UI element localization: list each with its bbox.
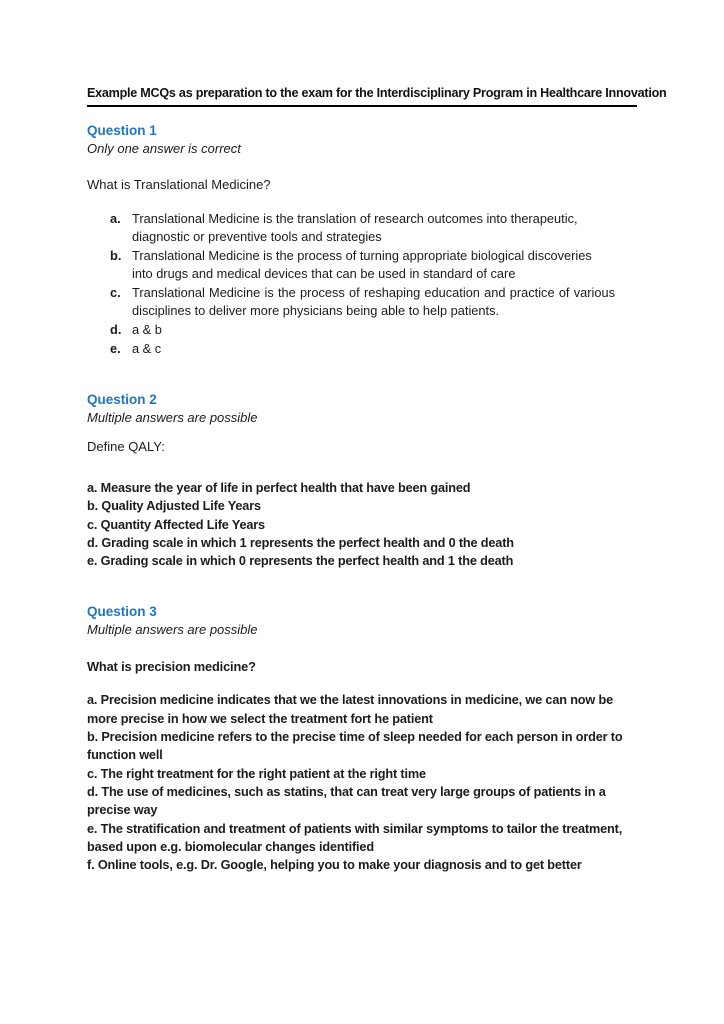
- option-b: [87, 728, 637, 765]
- option-letter: d.: [87, 535, 98, 550]
- option-d: [87, 534, 637, 552]
- option-e: [87, 820, 637, 857]
- question-3-prompt: What is precision medicine?: [87, 659, 256, 675]
- option-text: The right treatment for the right patient at the right time: [100, 766, 426, 781]
- question-2-title: Question 2: [87, 392, 157, 407]
- question-3-instruction: Multiple answers are possible: [87, 622, 258, 638]
- document-title: Example MCQs as preparation to the exam for the Interdisciplinary Program in Healthcare Innovation: [87, 86, 637, 107]
- option-e: [87, 552, 637, 570]
- option-c: [87, 765, 637, 783]
- option-letter: d.: [110, 322, 122, 337]
- question-2-section: [87, 391, 637, 570]
- option-letter: f.: [87, 858, 95, 873]
- option-text: Quality Adjusted Life Years: [101, 499, 261, 514]
- question-3-options: [87, 691, 637, 874]
- option-text: Precision medicine indicates that we the latest innovations in medicine, we can now be more precise in how we select the treatment fort he patient: [87, 693, 614, 726]
- option-b: [87, 247, 637, 283]
- option-letter: a.: [87, 481, 98, 495]
- option-letter: b.: [110, 248, 122, 263]
- option-letter: b.: [87, 730, 98, 745]
- option-letter: e.: [87, 821, 98, 836]
- question-1-instruction: Only one answer is correct: [87, 141, 241, 156]
- option-f: [87, 856, 637, 874]
- option-a: [87, 691, 637, 728]
- option-letter: d.: [87, 784, 98, 799]
- option-d: [87, 783, 637, 820]
- option-text: Grading scale in which 1 represents the perfect health and 0 the death: [101, 535, 514, 550]
- question-1-section: [87, 122, 637, 358]
- option-a: [87, 210, 637, 246]
- option-letter: c.: [87, 517, 98, 532]
- option-letter: e.: [110, 341, 121, 356]
- question-1-prompt: What is Translational Medicine?: [87, 177, 271, 192]
- option-letter: a.: [87, 693, 98, 708]
- option-text: Translational Medicine is the process of turning appropriate biological discoveries into drugs and medical devices that can be used in standard of care: [132, 248, 592, 281]
- question-1-title: Question 1: [87, 123, 157, 138]
- question-2-options: [87, 479, 637, 570]
- option-text: Translational Medicine is the process of reshaping education and practice of various disciplines to deliver more physicians being able to help patients.: [132, 285, 615, 318]
- option-letter: b.: [87, 499, 98, 514]
- option-letter: e.: [87, 554, 98, 569]
- question-3-section: [87, 603, 637, 874]
- question-2-prompt: Define QALY:: [87, 439, 165, 454]
- option-b: [87, 497, 637, 515]
- option-a: [87, 479, 637, 497]
- option-text: Precision medicine refers to the precise time of sleep needed for each person in order to function well: [87, 730, 623, 763]
- option-e: [87, 340, 637, 358]
- option-letter: c.: [87, 766, 98, 781]
- question-1-options: [87, 210, 637, 358]
- option-c: [87, 284, 637, 320]
- option-letter: a.: [110, 211, 121, 226]
- option-letter: c.: [110, 285, 121, 300]
- option-text: Online tools, e.g. Dr. Google, helping you to make your diagnosis and to get better: [97, 858, 582, 873]
- option-d: [87, 321, 637, 339]
- option-c: [87, 516, 637, 534]
- option-text: Translational Medicine is the translation of research outcomes into therapeutic, diagnostic or preventive tools and strategies: [132, 211, 578, 244]
- option-text: Grading scale in which 0 represents the perfect health and 1 the death: [100, 554, 514, 569]
- question-3-title: Question 3: [87, 604, 157, 620]
- question-2-instruction: Multiple answers are possible: [87, 410, 258, 425]
- option-text: Quantity Affected Life Years: [100, 517, 265, 532]
- option-text: The stratification and treatment of patients with similar symptoms to tailor the treatment, based upon e.g. biomolecular changes identified: [87, 821, 623, 854]
- option-text: The use of medicines, such as statins, that can treat very large groups of patients in a precise way: [87, 784, 606, 818]
- option-text: Measure the year of life in perfect health that have been gained: [100, 481, 471, 495]
- option-text: a & b: [132, 322, 162, 337]
- option-text: a & c: [132, 341, 162, 356]
